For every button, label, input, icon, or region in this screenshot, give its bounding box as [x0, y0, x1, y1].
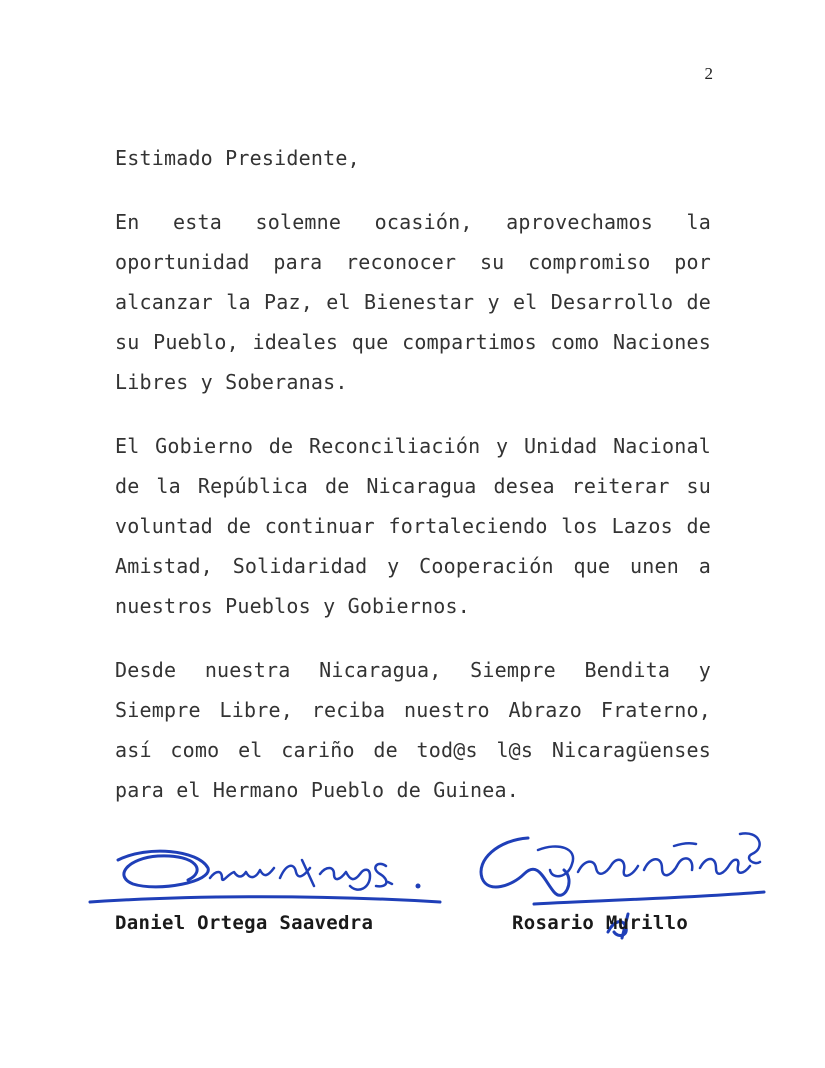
paragraph-2: El Gobierno de Reconciliación y Unidad Nacional de la República de Nicaragua desea reiterar su voluntad de continuar fortaleciendo los Lazos de Amistad, Solidaridad y Cooperación que unen a nuestros Pueblos y Gobiernos. [115, 434, 711, 618]
page-number: 2 [704, 64, 713, 83]
signature-block-left [88, 820, 448, 940]
signature-block-right [468, 820, 768, 940]
letter-body [115, 138, 711, 834]
signature-left-image [88, 820, 448, 915]
paragraph-3: Desde nuestra Nicaragua, Siempre Bendita y Siempre Libre, reciba nuestro Abrazo Fraterno, así como el cariño de tod@s l@s Nicaragüenses para el Hermano Pueblo de Guinea. [115, 658, 711, 802]
signer-name-right: Rosario Murillo [512, 912, 689, 934]
paragraph-1: En esta solemne ocasión, aprovechamos la oportunidad para reconocer su compromiso por alcanzar la Paz, el Bienestar y el Desarrollo de su Pueblo, ideales que compartimos como Naciones Libres y Soberanas. [115, 210, 711, 394]
salutation: Estimado Presidente, [115, 146, 360, 170]
signer-name-left: Daniel Ortega Saavedra [115, 912, 374, 934]
